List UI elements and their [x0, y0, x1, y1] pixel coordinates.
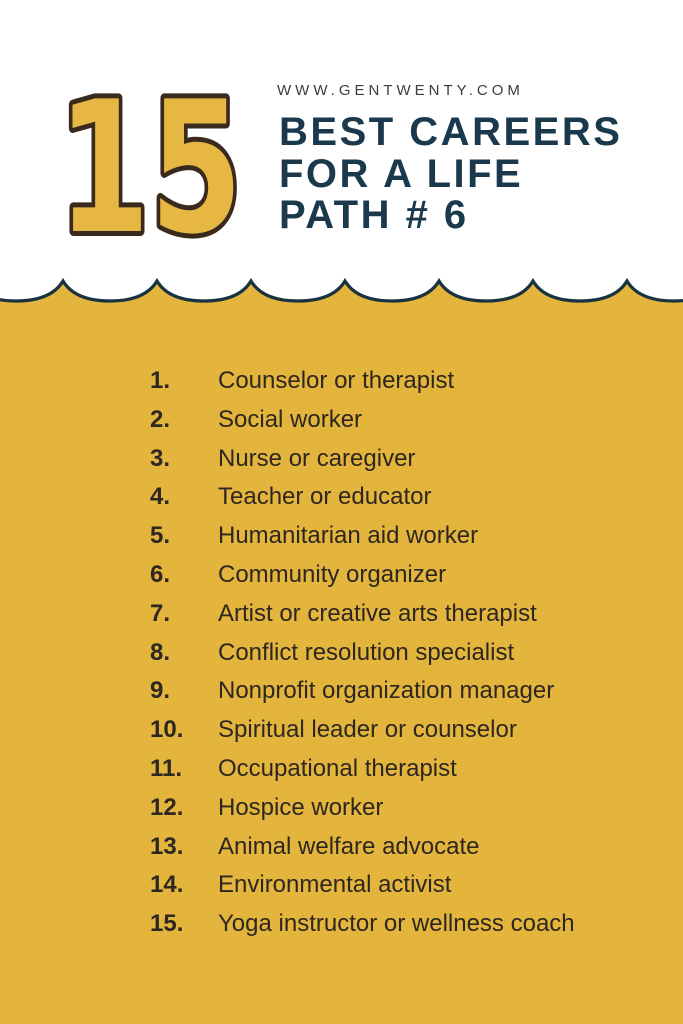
- list-item: [150, 639, 650, 678]
- list-item-label: Spiritual leader or counselor: [218, 716, 517, 744]
- list-item-label: Environmental activist: [218, 871, 452, 899]
- big-number-graphic: [45, 62, 255, 274]
- list-item: [150, 716, 650, 755]
- list-item: [150, 833, 650, 872]
- list-item-number: 7.: [150, 599, 171, 627]
- page-title: [279, 112, 622, 237]
- list-item-number: 15.: [150, 910, 184, 938]
- list-item: [150, 406, 650, 445]
- list-item: [150, 910, 650, 949]
- list-item-number: 9.: [150, 677, 171, 705]
- page-title-line-1: BEST CAREERS: [279, 110, 623, 154]
- list-item: [150, 755, 650, 794]
- list-item-label: Nonprofit organization manager: [218, 677, 555, 705]
- list-item-number: 2.: [150, 405, 171, 433]
- list-item: [150, 600, 650, 639]
- list-item: [150, 522, 650, 561]
- list-item-label: Occupational therapist: [218, 754, 457, 782]
- list-item-label: Yoga instructor or wellness coach: [218, 910, 575, 938]
- list-item-number: 5.: [150, 522, 171, 550]
- list-item-number: 4.: [150, 483, 171, 511]
- list-item-label: Social worker: [218, 405, 363, 433]
- list-item-label: Artist or creative arts therapist: [218, 599, 537, 627]
- list-item-number: 13.: [150, 832, 184, 860]
- list-item-label: Nurse or caregiver: [218, 444, 416, 472]
- career-list: [150, 367, 650, 949]
- list-item-label: Humanitarian aid worker: [218, 522, 479, 550]
- list-item-number: 6.: [150, 560, 171, 588]
- list-item: [150, 794, 650, 833]
- list-item: [150, 561, 650, 600]
- list-item: [150, 871, 650, 910]
- list-item: [150, 483, 650, 522]
- list-item-number: 1.: [150, 367, 171, 394]
- list-item-number: 10.: [150, 716, 184, 744]
- page-title-line-2: FOR A LIFE: [279, 151, 524, 196]
- list-item-number: 11.: [150, 754, 183, 782]
- list-item-label: Conflict resolution specialist: [218, 638, 515, 666]
- list-item: [150, 445, 650, 484]
- list-item-label: Animal welfare advocate: [218, 832, 480, 860]
- list-item: [150, 367, 650, 406]
- list-item-label: Community organizer: [218, 560, 447, 588]
- list-item-label: Teacher or educator: [218, 483, 432, 511]
- website-url: WWW.GENTWENTY.COM: [277, 82, 524, 99]
- list-item-number: 14.: [150, 871, 184, 899]
- list-item-number: 3.: [150, 444, 171, 472]
- list-item-label: Hospice worker: [218, 793, 384, 821]
- big-number-text: 15: [57, 62, 243, 274]
- page-title-line-3: PATH # 6: [279, 193, 469, 237]
- list-item-label: Counselor or therapist: [218, 367, 455, 394]
- wave-border: [0, 278, 683, 325]
- list-item-number: 12.: [150, 793, 184, 821]
- list-item: [150, 677, 650, 716]
- list-item-number: 8.: [150, 638, 171, 666]
